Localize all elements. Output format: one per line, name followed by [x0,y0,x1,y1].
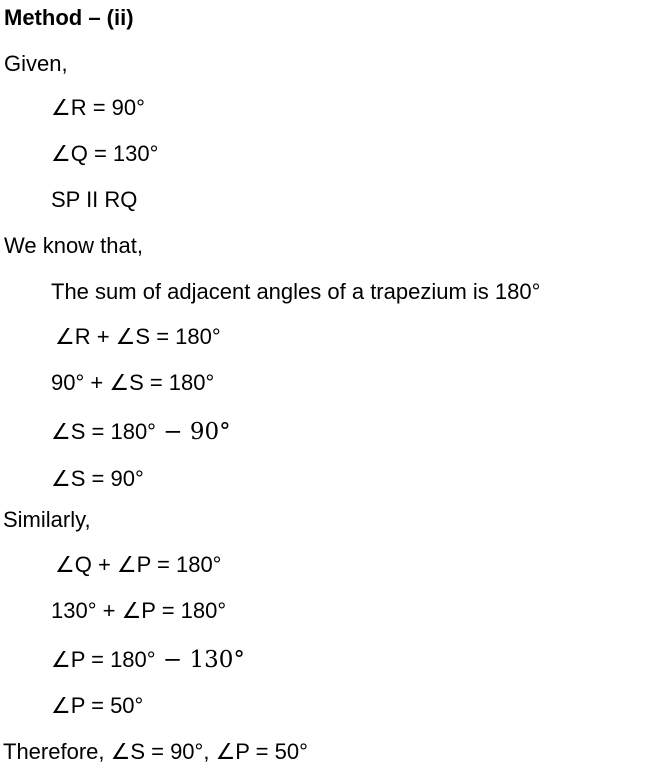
step-s-line-3-text: ∠S = 180° [51,419,156,444]
given-angle-q: ∠Q = 130° [51,141,159,166]
trapezium-property: The sum of adjacent angles of a trapezium is 180° [51,279,541,304]
step-p-line-2: 130° + ∠P = 180° [51,598,227,623]
conclusion: Therefore, ∠S = 90°, ∠P = 50° [3,739,308,764]
given-angle-r: ∠R = 90° [51,95,145,120]
we-know-label: We know that, [4,233,143,258]
step-p-result: ∠P = 50° [51,693,144,718]
method-heading: Method – (ii) [4,5,134,30]
step-s-line-1: ∠R + ∠S = 180° [55,324,221,349]
step-p-line-3-text: ∠P = 180° [51,647,156,672]
step-s-line-3 [51,419,231,445]
given-label: Given, [4,51,68,76]
given-parallel-sides: SP II RQ [51,187,138,212]
step-s-line-2: 90° + ∠S = 180° [51,370,215,395]
step-p-line-1: ∠Q + ∠P = 180° [55,552,222,577]
step-p-line-3 [51,647,245,673]
step-p-line-3-math: − 130° [155,647,245,673]
step-s-result: ∠S = 90° [51,466,144,491]
step-s-line-3-math: − 90° [155,419,231,445]
similarly-label: Similarly, [3,507,91,532]
